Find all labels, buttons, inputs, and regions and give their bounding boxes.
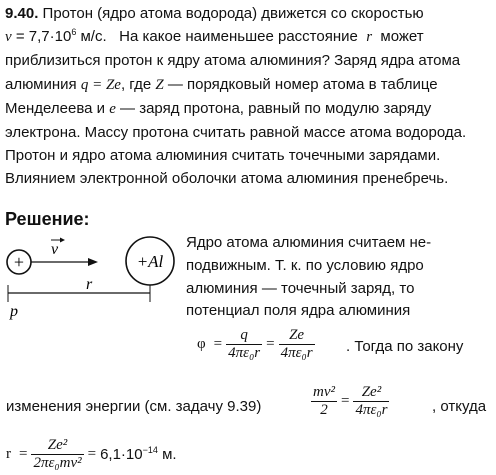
problem-statement — [5, 2, 493, 191]
distance-symbol: r — [366, 29, 373, 46]
problem-line-5: Менделеева и e — заряд протона, равный по модулю заряду — [5, 99, 432, 117]
problem-number: 9.40. — [5, 5, 39, 22]
velocity-vector-head — [60, 238, 65, 243]
problem-line-7: Протон и ядро атома алюминия считать точечными зарядами. — [5, 147, 441, 165]
energy-followup: , откуда — [432, 398, 487, 415]
energy-formula: $\frac{\text{mv²}}{2}$ = $\frac{\text{Ze²}}{\text{4πε₀r}}$ — [313, 384, 388, 418]
proton-sign: + — [13, 252, 25, 272]
proton-label: p — [10, 303, 18, 320]
velocity-label: v — [51, 241, 59, 258]
charge-expression: q = Ze — [80, 76, 121, 93]
velocity-value: = 7,7·10 — [11, 28, 72, 46]
problem-line-4: алюминия q = Ze, где Z — порядковый номер атома в таблице — [5, 75, 438, 93]
problem-line-2: $v = 7,7\cdot 10^6$ м/с. На какое наименьшее расстояние r может — [5, 27, 424, 46]
solution-text: Ядро атома алюминия считаем не- подвижным. Т. к. по условию ядро алюминия — точечный заряд, то потенциал поля ядра алюминия — [186, 234, 432, 320]
aluminium-label: +Al — [136, 252, 164, 271]
energy-text: изменения энергии (см. задачу 9.39) — [6, 398, 262, 415]
problem-line-8: Влиянием электронной оболочки атома алюминия пренебречь. — [5, 170, 449, 188]
problem-line-3: приблизиться протон к ядру атома алюминия? Заряд ядра атома — [5, 52, 461, 70]
velocity-arrowhead — [88, 258, 98, 266]
distance-result: r = $\frac{\text{Ze²}}{\text{2πε₀mv²}}$ = $6,1\cdot 10^{-14}$ м. — [6, 437, 177, 471]
potential-followup: . Тогда по закону — [346, 338, 464, 355]
solution-heading: Решение: — [5, 209, 90, 229]
problem-line-1: 9.40. Протон (ядро атома водорода) движется со скоростью — [5, 5, 424, 22]
potential-formula: φ = $\frac{q}{\text{4πε₀r}}$ = $\frac{Ze}{\text{4πε₀r}}$ — [197, 327, 313, 361]
problem-line-6: электрона. Массу протона считать равной массе атома водорода. — [5, 124, 467, 142]
velocity-symbol: v — [5, 29, 12, 46]
proton-nucleus-diagram — [0, 232, 186, 332]
distance-label: r — [86, 276, 93, 293]
